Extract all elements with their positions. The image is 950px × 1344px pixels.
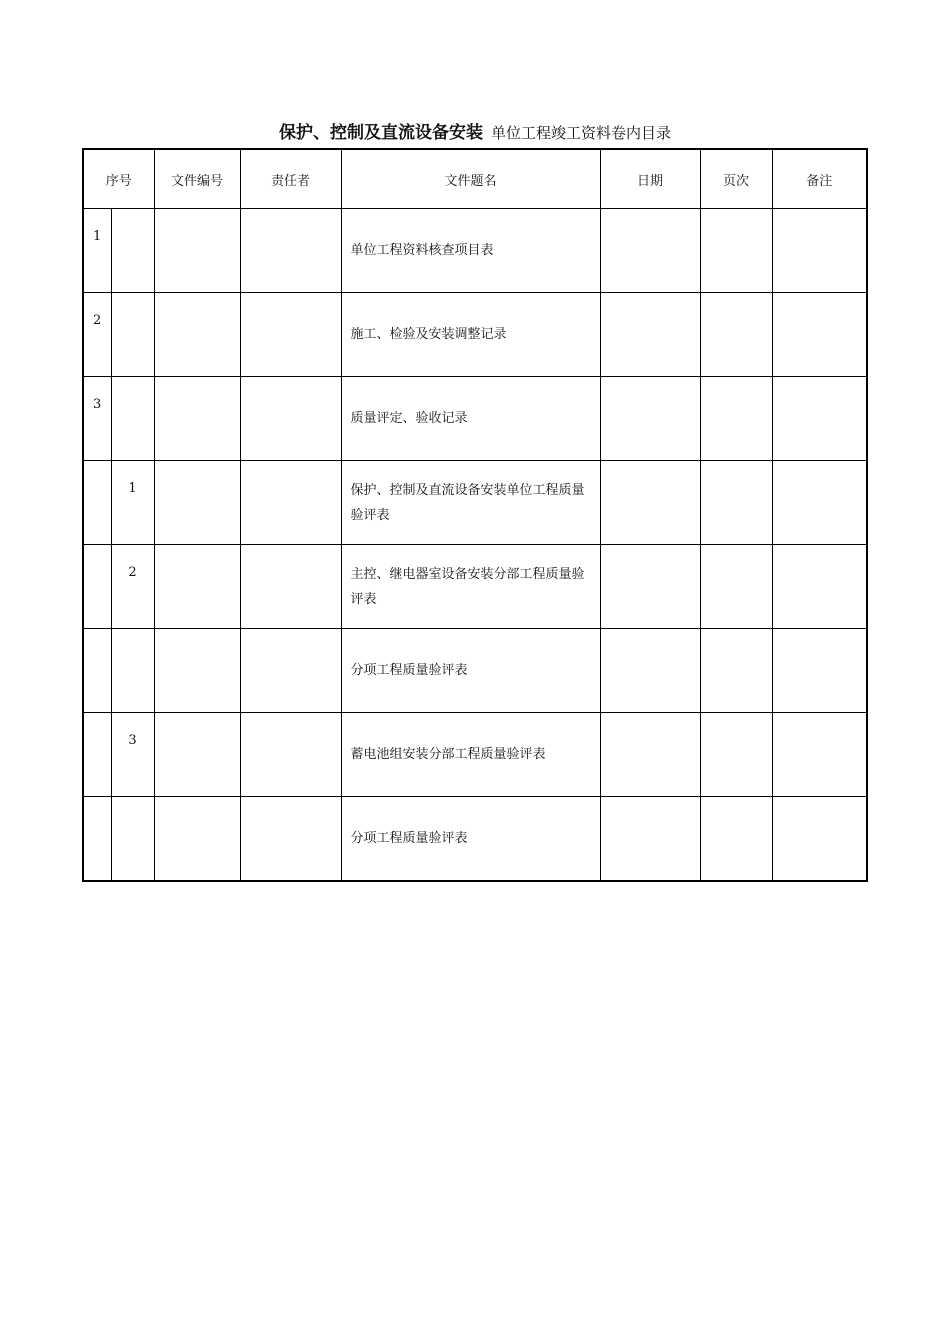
row-doc-no [154, 545, 240, 629]
row-doc-no [154, 713, 240, 797]
table-row [83, 293, 867, 377]
row-responsible [240, 377, 341, 461]
header-pages: 页次 [700, 149, 772, 209]
row-main-index [83, 713, 111, 797]
table-row [83, 377, 867, 461]
row-responsible [240, 461, 341, 545]
row-main-index [83, 461, 111, 545]
row-date [600, 713, 700, 797]
row-doc-title: 质量评定、验收记录 [341, 377, 600, 461]
catalog-table [82, 148, 868, 882]
row-pages [700, 713, 772, 797]
row-sub-index [111, 209, 154, 293]
row-date [600, 293, 700, 377]
row-doc-no [154, 377, 240, 461]
row-doc-title: 分项工程质量验评表 [341, 797, 600, 882]
row-doc-title: 单位工程资料核查项目表 [341, 209, 600, 293]
row-remarks [772, 209, 867, 293]
row-pages [700, 209, 772, 293]
row-doc-title: 分项工程质量验评表 [341, 629, 600, 713]
row-pages [700, 461, 772, 545]
row-date [600, 461, 700, 545]
row-doc-title: 主控、继电器室设备安装分部工程质量验评表 [341, 545, 600, 629]
row-remarks [772, 797, 867, 882]
header-seq: 序号 [83, 149, 154, 209]
row-doc-title: 保护、控制及直流设备安装单位工程质量验评表 [341, 461, 600, 545]
row-main-index: 2 [83, 293, 111, 377]
row-sub-index: 2 [111, 545, 154, 629]
header-date: 日期 [600, 149, 700, 209]
row-date [600, 209, 700, 293]
row-remarks [772, 629, 867, 713]
row-date [600, 377, 700, 461]
row-main-index [83, 545, 111, 629]
row-remarks [772, 461, 867, 545]
row-remarks [772, 713, 867, 797]
row-date [600, 797, 700, 882]
table-row [83, 545, 867, 629]
page-title [0, 120, 950, 146]
row-main-index: 3 [83, 377, 111, 461]
header-remarks: 备注 [772, 149, 867, 209]
row-doc-no [154, 293, 240, 377]
table-row [83, 797, 867, 882]
header-row [83, 149, 867, 209]
row-main-index [83, 629, 111, 713]
row-responsible [240, 629, 341, 713]
row-main-index: 1 [83, 209, 111, 293]
row-responsible [240, 209, 341, 293]
row-doc-no [154, 629, 240, 713]
row-pages [700, 629, 772, 713]
row-sub-index [111, 293, 154, 377]
table-row [83, 461, 867, 545]
row-date [600, 629, 700, 713]
row-sub-index: 3 [111, 713, 154, 797]
catalog-body [83, 209, 867, 882]
row-responsible [240, 713, 341, 797]
row-doc-no [154, 461, 240, 545]
row-sub-index: 1 [111, 461, 154, 545]
row-responsible [240, 797, 341, 882]
row-main-index [83, 797, 111, 882]
row-pages [700, 293, 772, 377]
row-doc-no [154, 209, 240, 293]
row-remarks [772, 545, 867, 629]
row-doc-no [154, 797, 240, 882]
header-responsible: 责任者 [240, 149, 341, 209]
row-responsible [240, 545, 341, 629]
row-sub-index [111, 377, 154, 461]
row-pages [700, 377, 772, 461]
row-sub-index [111, 797, 154, 882]
row-pages [700, 545, 772, 629]
header-doc-no: 文件编号 [154, 149, 240, 209]
table-row [83, 209, 867, 293]
title-project-name: 保护、控制及直流设备安装 [278, 123, 483, 143]
row-sub-index [111, 629, 154, 713]
row-date [600, 545, 700, 629]
row-doc-title: 蓄电池组安装分部工程质量验评表 [341, 713, 600, 797]
title-catalog-name: 单位工程竣工资料卷内目录 [490, 124, 671, 142]
row-pages [700, 797, 772, 882]
header-doc-title: 文件题名 [341, 149, 600, 209]
row-doc-title: 施工、检验及安装调整记录 [341, 293, 600, 377]
row-responsible [240, 293, 341, 377]
table-row [83, 629, 867, 713]
row-remarks [772, 377, 867, 461]
row-remarks [772, 293, 867, 377]
table-row [83, 713, 867, 797]
